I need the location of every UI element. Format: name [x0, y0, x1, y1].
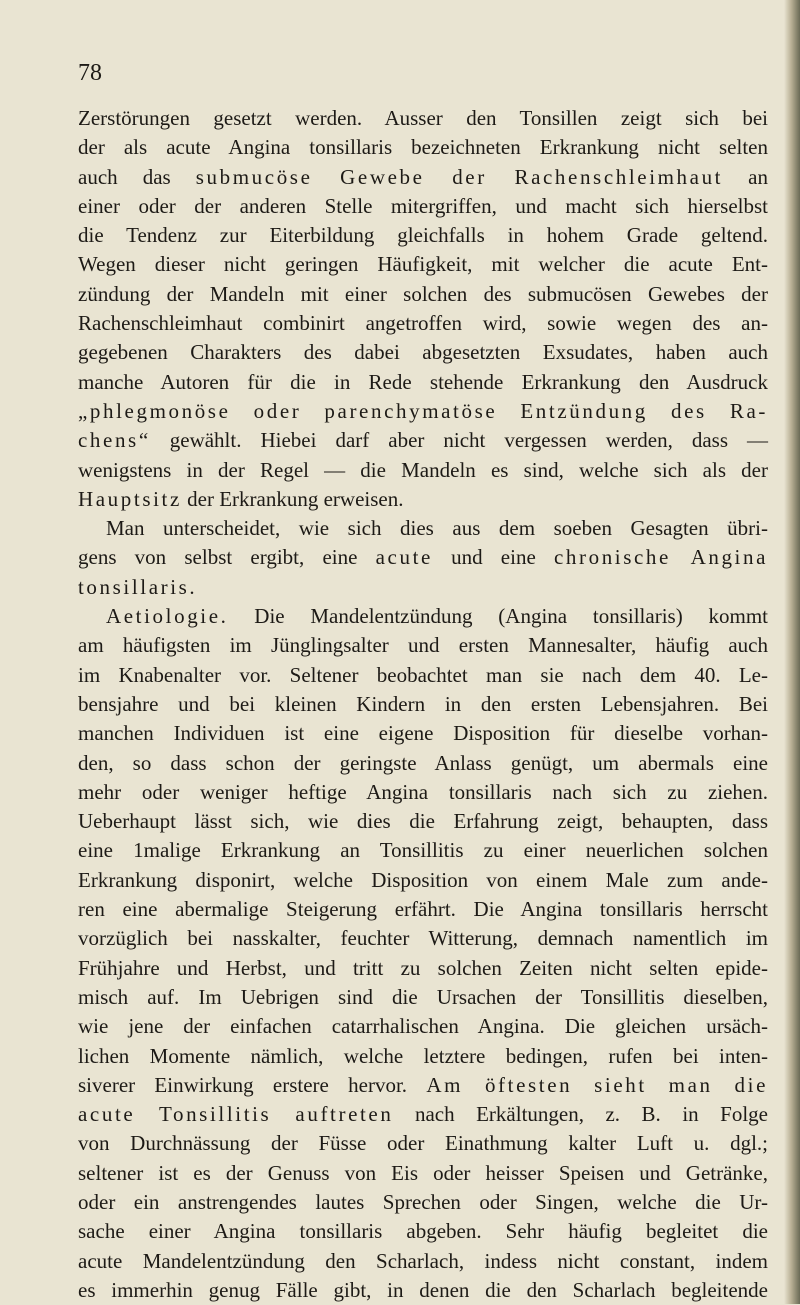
emphasized-text: chens“	[78, 428, 151, 453]
emphasized-text: tonsillaris.	[78, 574, 198, 599]
text-line	[78, 309, 768, 338]
text-segment: von Durchnässung der Füsse oder Einathmung kalter Luft u. dgl.;	[78, 1131, 768, 1156]
text-segment: wie jene der einfachen catarrhalischen Angina. Die gleichen ursäch-	[78, 1014, 768, 1039]
emphasized-text: acute Tonsillitis auftreten	[78, 1102, 394, 1127]
page-number: 78	[78, 60, 102, 86]
body-text	[78, 104, 768, 1305]
text-segment: vorzüglich bei nasskalter, feuchter Witterung, demnach namentlich im	[78, 926, 768, 951]
text-line	[78, 1276, 768, 1305]
text-line	[78, 924, 768, 953]
emphasized-text: acute	[375, 545, 433, 570]
text-segment: mehr oder weniger heftige Angina tonsillaris nach sich zu ziehen.	[78, 779, 768, 804]
text-segment: manchen Individuen ist eine eigene Disposition für dieselbe vorhan-	[78, 721, 768, 746]
text-line	[78, 397, 768, 426]
page-edge-shadow	[784, 0, 800, 1304]
text-line	[78, 690, 768, 719]
text-line	[78, 1012, 768, 1041]
text-segment: Wegen dieser nicht geringen Häufigkeit, mit welcher die acute Ent-	[78, 252, 768, 277]
text-segment: bensjahre und bei kleinen Kindern in den ersten Lebensjahren. Bei	[78, 691, 768, 716]
text-segment: der als acute Angina tonsillaris bezeichneten Erkrankung nicht selten	[78, 135, 768, 160]
text-segment: ren eine abermalige Steigerung erfährt. Die Angina tonsillaris herrscht	[78, 897, 768, 922]
text-line	[78, 807, 768, 836]
text-line	[78, 104, 768, 133]
text-line	[78, 1188, 768, 1217]
text-line	[78, 133, 768, 162]
text-line	[78, 983, 768, 1012]
text-line	[78, 338, 768, 367]
text-line	[78, 778, 768, 807]
text-line	[78, 602, 768, 631]
text-segment: einer oder der anderen Stelle mitergriffen, und macht sich hierselbst	[78, 193, 768, 218]
emphasized-text: chronische Angina	[553, 545, 768, 570]
emphasized-text: Am öftesten sieht man die	[426, 1072, 768, 1097]
text-line	[78, 1217, 768, 1246]
text-segment: oder ein anstrengendes lautes Sprechen oder Singen, welche die Ur-	[78, 1189, 768, 1214]
text-line	[78, 514, 768, 543]
emphasized-text: submucöse Gewebe der Rachenschleimhaut	[195, 164, 724, 189]
text-segment: Ueberhaupt lässt sich, wie dies die Erfahrung zeigt, behaupten, dass	[78, 809, 768, 834]
text-line	[78, 485, 768, 514]
emphasized-text: Hauptsitz	[78, 486, 182, 511]
text-line	[78, 221, 768, 250]
text-segment: der Erkrankung erweisen.	[181, 486, 404, 511]
text-segment: an	[723, 164, 769, 189]
text-line	[78, 895, 768, 924]
text-segment: manche Autoren für die in Rede stehende Erkrankung den Ausdruck	[78, 369, 768, 394]
text-line	[78, 426, 768, 455]
text-segment: den, so dass schon der geringste Anlass genügt, um abermals eine	[78, 750, 768, 775]
text-line	[78, 661, 768, 690]
text-segment: Erkrankung disponirt, welche Disposition von einem Male zum ande-	[78, 867, 768, 892]
text-line	[78, 1100, 768, 1129]
text-line	[78, 368, 768, 397]
emphasized-text: Aetiologie.	[106, 604, 229, 629]
text-line	[78, 866, 768, 895]
text-segment: siverer Einwirkung erstere hervor.	[78, 1072, 427, 1097]
text-segment: nach Erkältungen, z. B. in Folge	[393, 1102, 768, 1127]
text-line	[78, 631, 768, 660]
text-segment: gens von selbst ergibt, eine	[78, 545, 376, 570]
emphasized-text: „phlegmonöse oder parenchymatöse Entzündung des Ra-	[78, 398, 768, 423]
text-segment: Frühjahre und Herbst, und tritt zu solchen Zeiten nicht selten epide-	[78, 955, 768, 980]
text-segment: misch auf. Im Uebrigen sind die Ursachen der Tonsillitis dieselben,	[78, 984, 768, 1009]
text-line	[78, 749, 768, 778]
text-line	[78, 543, 768, 572]
text-line	[78, 954, 768, 983]
text-line	[78, 456, 768, 485]
text-segment: zündung der Mandeln mit einer solchen des submucösen Gewebes der	[78, 281, 768, 306]
text-segment: und eine	[432, 545, 554, 570]
text-segment: die Tendenz zur Eiterbildung gleichfalls in hohem Grade geltend.	[78, 223, 768, 248]
text-segment: gegebenen Charakters des dabei abgesetzten Exsudates, haben auch	[78, 340, 768, 365]
text-line	[78, 250, 768, 279]
text-line	[78, 1042, 768, 1071]
text-segment: auch das	[78, 164, 196, 189]
text-segment: sache einer Angina tonsillaris abgeben. Sehr häufig begleitet die	[78, 1219, 768, 1244]
text-segment: Die Mandelentzündung (Angina tonsillaris) kommt	[228, 604, 768, 629]
text-segment: eine 1malige Erkrankung an Tonsillitis zu einer neuerlichen solchen	[78, 838, 768, 863]
text-line	[78, 1247, 768, 1276]
text-segment: Zerstörungen gesetzt werden. Ausser den Tonsillen zeigt sich bei	[78, 106, 768, 130]
text-line	[78, 719, 768, 748]
text-segment: Rachenschleimhaut combinirt angetroffen wird, sowie wegen des an-	[78, 311, 768, 336]
text-line	[78, 280, 768, 309]
text-line	[78, 163, 768, 192]
text-segment: gewählt. Hiebei darf aber nicht vergessen werden, dass —	[150, 428, 768, 453]
text-segment: am häufigsten im Jünglingsalter und ersten Mannesalter, häufig auch	[78, 633, 768, 658]
text-line	[78, 1129, 768, 1158]
text-line	[78, 1159, 768, 1188]
text-line	[78, 192, 768, 221]
text-segment: es immerhin genug Fälle gibt, in denen die den Scharlach begleitende	[78, 1277, 768, 1302]
text-line	[78, 1071, 768, 1100]
text-segment: wenigstens in der Regel — die Mandeln es sind, welche sich als der	[78, 457, 768, 482]
text-segment: lichen Momente nämlich, welche letztere bedingen, rufen bei inten-	[78, 1043, 768, 1068]
text-line	[78, 573, 768, 602]
text-segment: im Knabenalter vor. Seltener beobachtet man sie nach dem 40. Le-	[78, 662, 768, 687]
text-segment: acute Mandelentzündung den Scharlach, indess nicht constant, indem	[78, 1248, 768, 1273]
text-segment: seltener ist es der Genuss von Eis oder heisser Speisen und Getränke,	[78, 1160, 768, 1185]
text-segment: Man unterscheidet, wie sich dies aus dem soeben Gesagten übri-	[106, 516, 768, 541]
text-line	[78, 836, 768, 865]
